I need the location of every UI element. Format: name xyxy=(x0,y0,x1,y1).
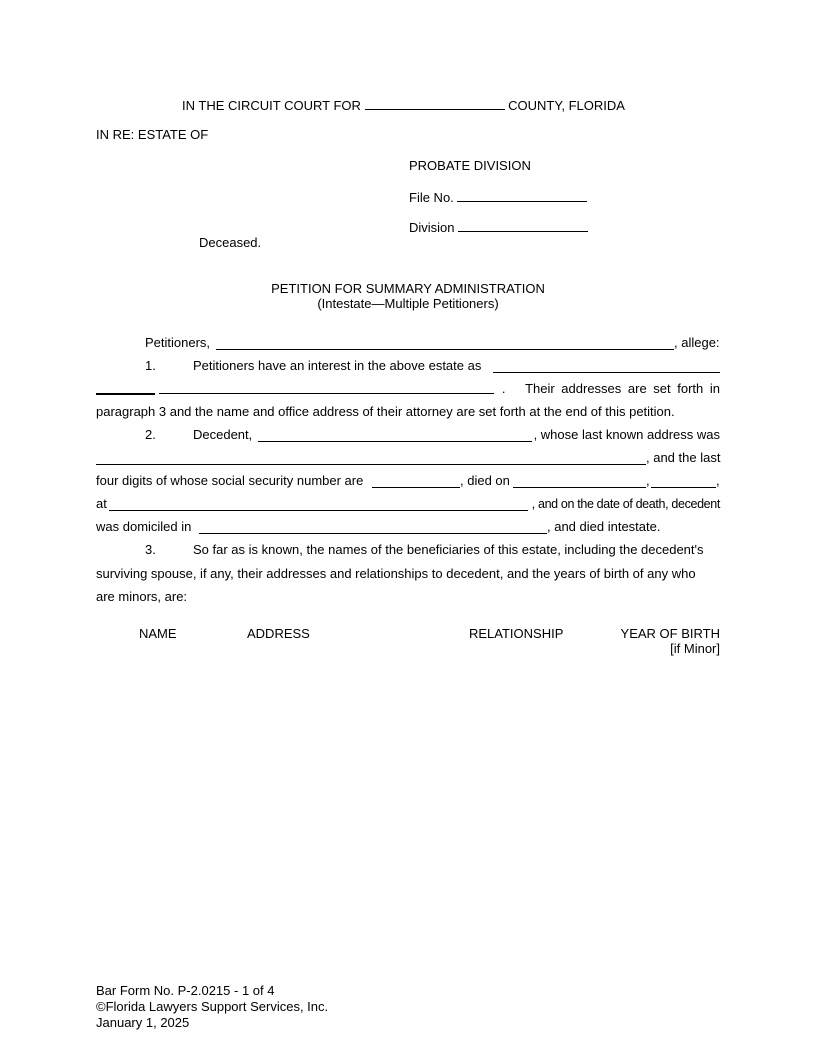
court-line xyxy=(182,97,625,114)
p2-died-intestate: , and died intestate. xyxy=(547,519,661,534)
petitioners-blank[interactable] xyxy=(216,337,674,350)
footer-date: January 1, 2025 xyxy=(96,1015,190,1030)
header-name: NAME xyxy=(139,626,177,641)
decedent-name-blank[interactable] xyxy=(258,429,532,442)
header-year-of-birth: YEAR OF BIRTH xyxy=(620,626,720,641)
p2-date-of-death: , and on the date of death, decedent xyxy=(531,497,720,511)
p2-died-on: , died on xyxy=(460,473,510,488)
p2-decedent-label: Decedent, xyxy=(193,427,253,442)
county-blank[interactable] xyxy=(365,97,505,110)
p1-line2-bold-rule xyxy=(96,393,155,395)
header-if-minor: [if Minor] xyxy=(670,641,720,656)
decedent-address-blank[interactable] xyxy=(96,452,646,465)
domicile-blank[interactable] xyxy=(199,521,547,534)
p3-line2: surviving spouse, if any, their addresses and relationships to decedent, and the years of birth of any who xyxy=(96,566,696,581)
footer-form-no: Bar Form No. P-2.0215 - 1 of 4 xyxy=(96,983,275,998)
p2-last-known: , whose last known address was xyxy=(533,427,720,442)
death-date-blank[interactable] xyxy=(513,475,646,488)
probate-division: PROBATE DIVISION xyxy=(409,158,531,173)
petition-subtitle: (Intestate—Multiple Petitioners) xyxy=(317,296,499,311)
header-relationship: RELATIONSHIP xyxy=(469,626,564,641)
p2-ssn-label: four digits of whose social security number are xyxy=(96,473,364,488)
p1-interest-blank[interactable] xyxy=(493,360,720,373)
deceased-label: Deceased. xyxy=(199,235,262,250)
p3-number: 3. xyxy=(145,542,156,557)
p2-and-last: , and the last xyxy=(646,450,721,465)
p3-line3: are minors, are: xyxy=(96,589,188,604)
p3-line1: So far as is known, the names of the beneficiaries of this estate, including the decedent's xyxy=(193,542,704,557)
header-address: ADDRESS xyxy=(247,626,310,641)
p1-number: 1. xyxy=(145,358,156,373)
division-label: Division xyxy=(409,220,455,235)
division-blank[interactable] xyxy=(458,219,588,232)
court-line-suffix: COUNTY, FLORIDA xyxy=(508,98,625,113)
p1-interest-blank-2[interactable] xyxy=(159,381,494,394)
division-line xyxy=(409,219,588,236)
petitioners-label: Petitioners, xyxy=(145,335,211,350)
p2-at: at xyxy=(96,496,107,511)
p1-line2-end: . Their addresses are set forth in xyxy=(501,381,720,396)
p2-domiciled: was domiciled in xyxy=(96,519,192,534)
p2-number: 2. xyxy=(145,427,156,442)
file-no-line xyxy=(409,189,587,206)
p1-text: Petitioners have an interest in the above estate as xyxy=(193,358,482,373)
p1-line3: paragraph 3 and the name and office address of their attorney are set forth at the end of this petition. xyxy=(96,404,675,419)
ssn-blank[interactable] xyxy=(372,475,460,488)
footer-copyright: ©Florida Lawyers Support Services, Inc. xyxy=(96,999,329,1014)
allege-label: , allege: xyxy=(674,335,720,350)
comma-1: , xyxy=(646,473,650,488)
death-year-blank[interactable] xyxy=(651,475,716,488)
comma-2: , xyxy=(716,473,720,488)
petition-title: PETITION FOR SUMMARY ADMINISTRATION xyxy=(271,281,545,296)
court-line-prefix: IN THE CIRCUIT COURT FOR xyxy=(182,98,361,113)
file-no-label: File No. xyxy=(409,190,454,205)
file-no-blank[interactable] xyxy=(457,189,587,202)
in-re-estate: IN RE: ESTATE OF xyxy=(96,127,209,142)
death-place-blank[interactable] xyxy=(109,498,528,511)
